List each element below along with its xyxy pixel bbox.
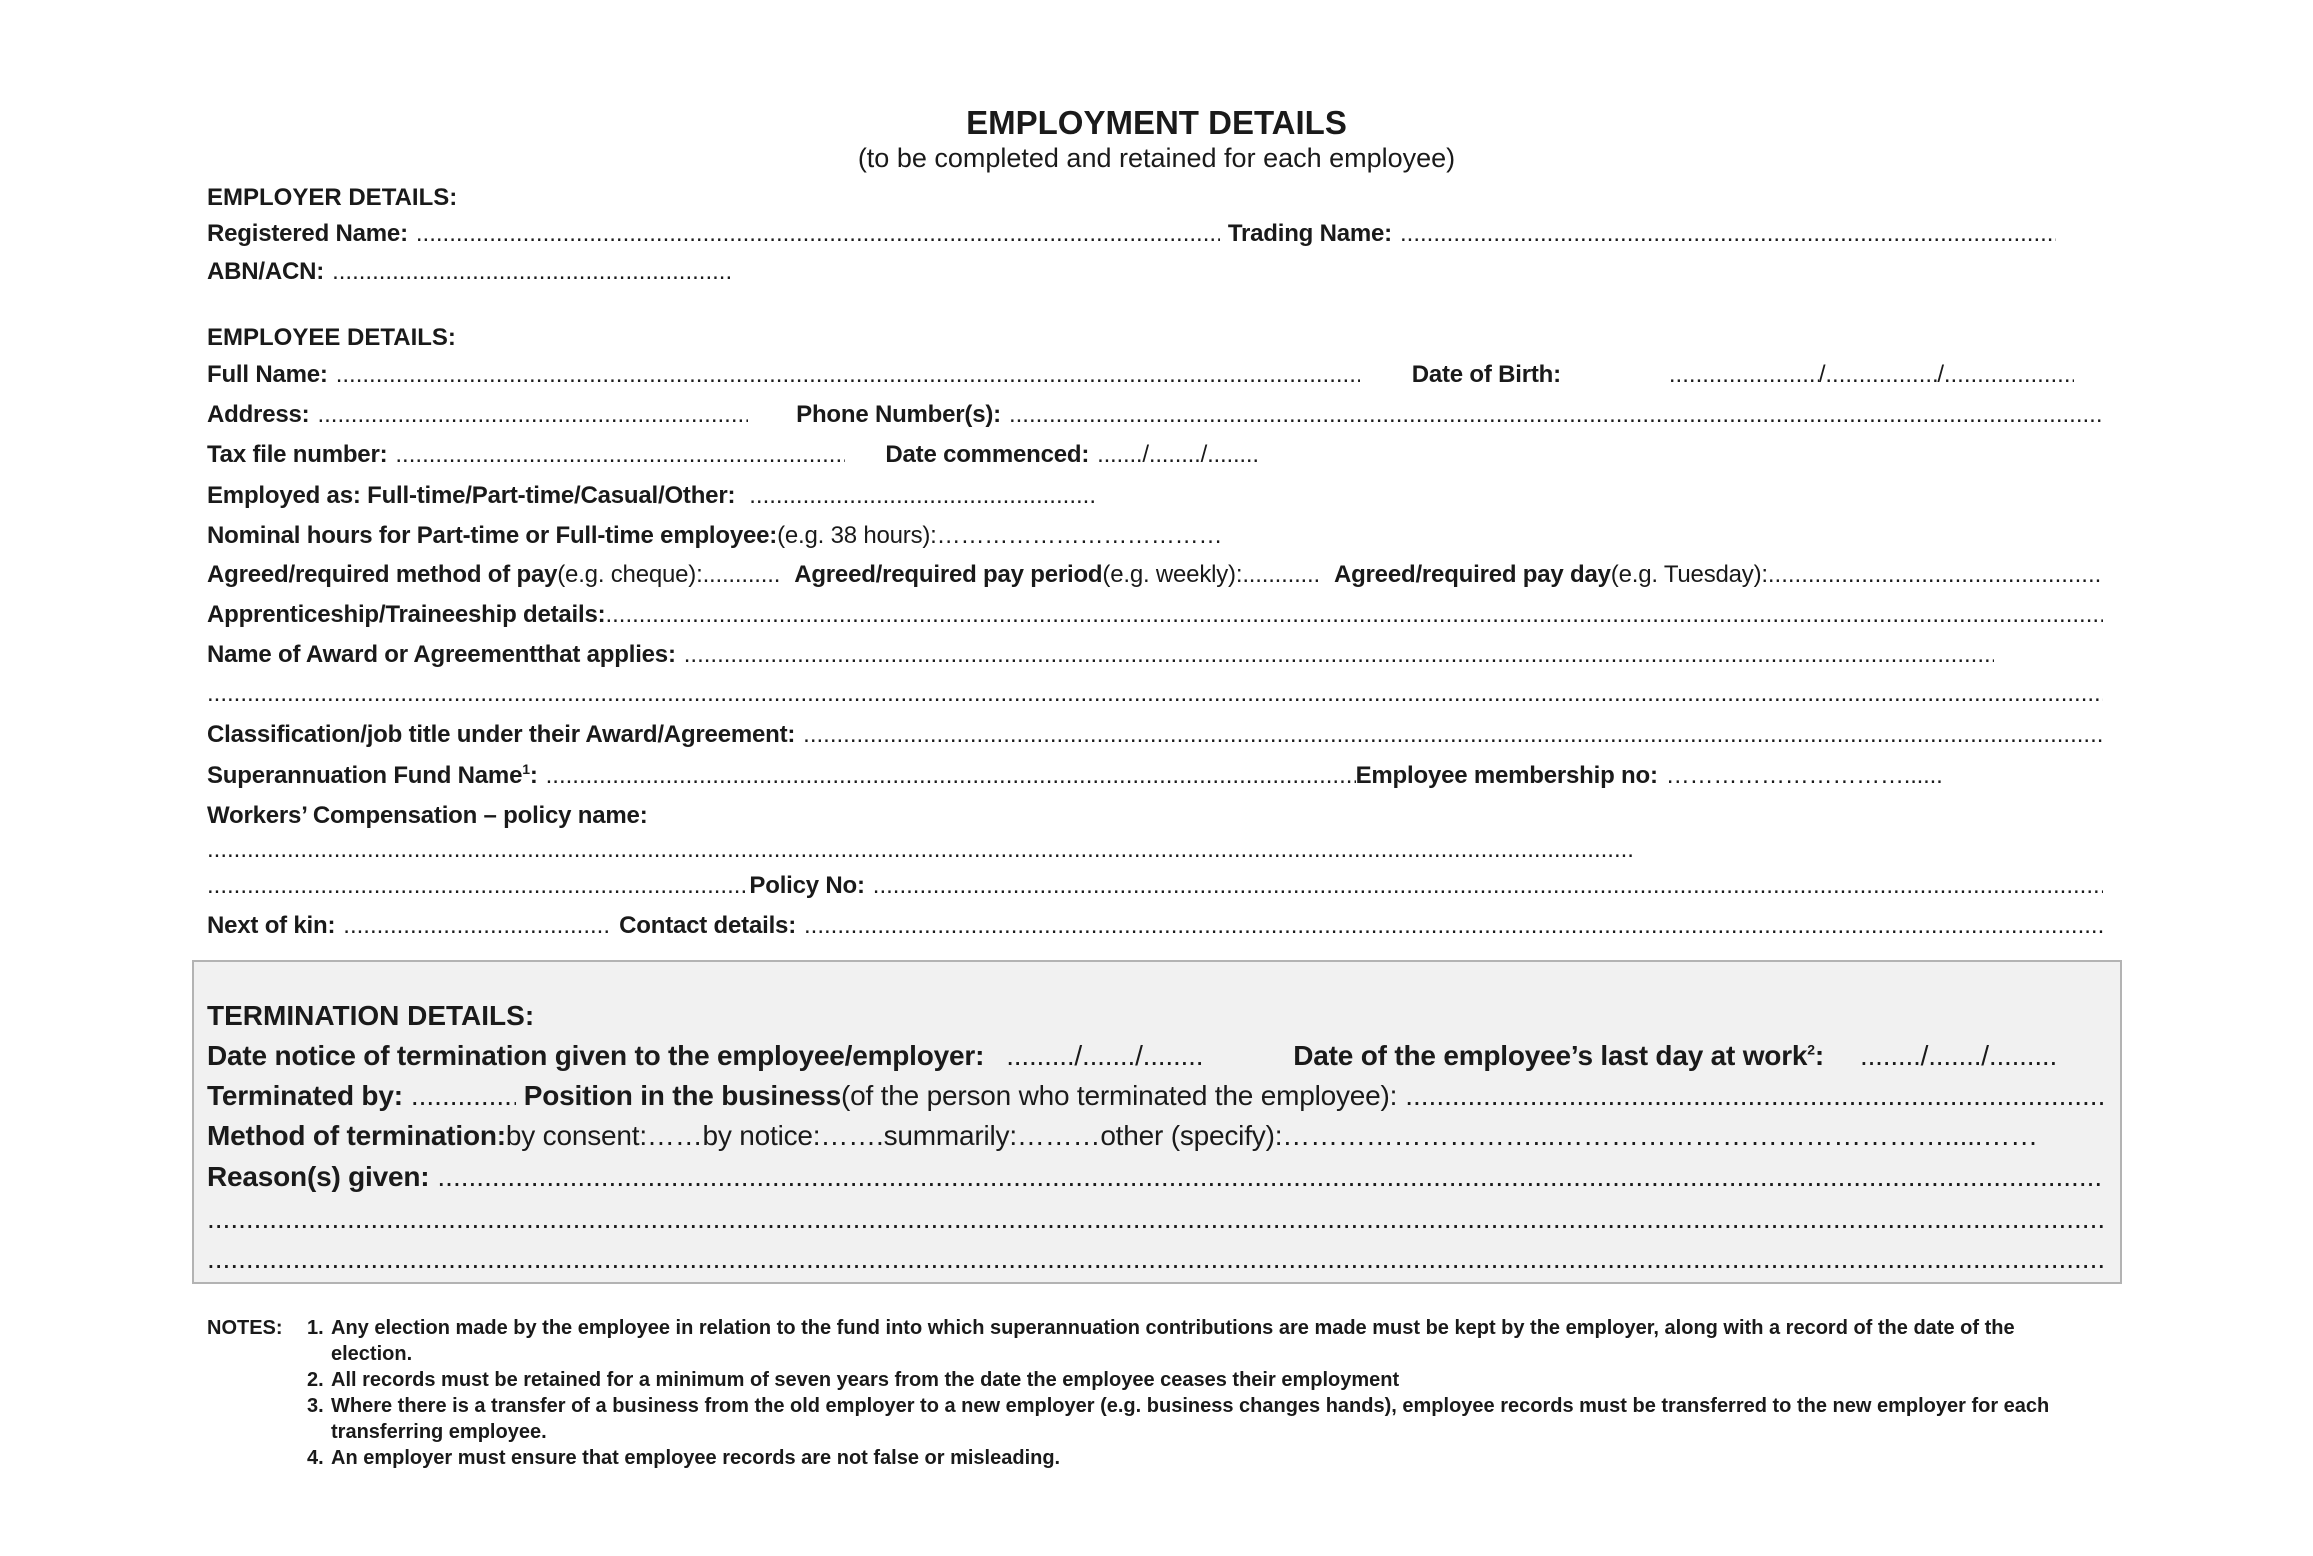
- trading-name-label: Trading Name:: [1227, 220, 1392, 247]
- pay-period-field[interactable]: ............: [1242, 561, 1320, 588]
- dob-month-field[interactable]: [1825, 361, 1937, 389]
- note-item: 1. Any election made by the employee in relation to the fund into which superannuation contributions are made must be kept by the employer, along with a record of the date of the election.: [307, 1317, 2015, 1365]
- reasons-continuation-row: [207, 1243, 2103, 1277]
- termination-method-row: [207, 1120, 2103, 1154]
- tfn-row: [207, 441, 2103, 475]
- tfn-field[interactable]: [395, 441, 845, 469]
- apprenticeship-row: [207, 601, 2103, 635]
- dob-year-field[interactable]: [1944, 361, 2074, 389]
- next-of-kin-row: [207, 912, 2103, 946]
- terminated-by-row: [207, 1080, 2103, 1114]
- dob-day-field[interactable]: [1669, 361, 1819, 389]
- pay-method-label: Agreed/required method of pay: [207, 561, 558, 588]
- address-field[interactable]: [317, 401, 748, 429]
- classification-row: [207, 721, 2103, 755]
- notes-label: NOTES:: [207, 1317, 283, 1339]
- employed-as-label: Employed as: Full-time/Part-time/Casual/Other:: [207, 482, 736, 509]
- registered-name-field[interactable]: [416, 220, 1220, 248]
- termination-dates-row: [207, 1040, 2103, 1074]
- pay-day-example: (e.g. Tuesday):: [1610, 561, 1768, 588]
- method-label: Method of termination:: [207, 1120, 506, 1151]
- dob-separator: /: [1818, 361, 1826, 388]
- pay-method-example: (e.g. cheque):: [557, 561, 703, 588]
- pay-period-label: Agreed/required pay period: [794, 561, 1103, 588]
- note-item: 4. An employer must ensure that employee records are not false or misleading.: [307, 1447, 1061, 1469]
- position-note: (of the person who terminated the employee):: [841, 1080, 1398, 1111]
- super-fund-field[interactable]: [546, 762, 1356, 790]
- contact-details-label: Contact details:: [619, 912, 796, 939]
- trading-name-field[interactable]: [1400, 220, 2056, 248]
- abn-label: ABN/ACN:: [207, 258, 325, 285]
- apprenticeship-label: Apprenticeship/Traineeship details:: [207, 601, 606, 628]
- reasons-field-continued[interactable]: [207, 1243, 2103, 1275]
- nominal-hours-field[interactable]: ………………………………: [936, 522, 1223, 549]
- employer-details-heading: EMPLOYER DETAILS:: [207, 184, 458, 211]
- dob-separator: /: [1937, 361, 1944, 388]
- apprenticeship-field[interactable]: [605, 601, 2103, 629]
- summarily-field[interactable]: ………: [1016, 1120, 1101, 1151]
- page-subtitle: (to be completed and retained for each employee): [857, 143, 1456, 173]
- policy-no-row: [207, 872, 2103, 906]
- last-day-field[interactable]: ......../......./.........: [1860, 1040, 2058, 1071]
- dob-label: Date of Birth:: [1411, 361, 1561, 388]
- note-item: 3. Where there is a transfer of a business from the old employer to a new employer (e.g. business changes hands), employee records must be transferred to the new employer for each transferring employee.: [307, 1395, 2050, 1443]
- employed-as-row: [207, 482, 2103, 516]
- super-fund-row: [207, 762, 2103, 796]
- registered-name-label: Registered Name:: [207, 220, 408, 247]
- page-title: EMPLOYMENT DETAILS: [966, 104, 1347, 141]
- note-item: 2. All records must be retained for a minimum of seven years from the date the employee ceases their employment: [307, 1369, 1400, 1391]
- super-fund-label: Superannuation Fund Name$^1$:: [207, 761, 538, 789]
- award-label: Name of Award or Agreementthat applies:: [207, 641, 676, 668]
- next-of-kin-label: Next of kin:: [207, 912, 336, 939]
- reasons-field-continued[interactable]: [207, 1203, 2103, 1235]
- membership-no-field[interactable]: …………………………......: [1665, 762, 1943, 789]
- classification-field[interactable]: [803, 721, 2103, 749]
- date-commenced-field[interactable]: ......./......../........: [1097, 441, 1259, 468]
- pay-period-example: (e.g. weekly):: [1102, 561, 1243, 588]
- consent-label: by consent:: [505, 1120, 647, 1151]
- nominal-hours-example: (e.g. 38 hours):: [777, 522, 937, 549]
- reasons-row: [207, 1161, 2103, 1195]
- abn-field[interactable]: [332, 258, 732, 286]
- notice-date-label: Date notice of termination given to the employee/employer:: [207, 1040, 985, 1071]
- abn-row: [207, 258, 2103, 292]
- workers-comp-row: [207, 802, 2103, 836]
- workers-comp-label: Workers’ Compensation – policy name:: [207, 802, 648, 829]
- employee-details-heading: EMPLOYEE DETAILS:: [207, 324, 456, 351]
- workers-comp-policy-row: [207, 836, 2103, 870]
- next-of-kin-field[interactable]: [343, 912, 611, 940]
- phone-field[interactable]: [1009, 401, 2103, 429]
- pay-day-label: Agreed/required pay day: [1333, 561, 1611, 588]
- award-continuation-row: [207, 680, 2103, 714]
- policy-no-label: Policy No:: [749, 872, 865, 899]
- contact-details-field[interactable]: [804, 912, 2103, 940]
- classification-label: Classification/job title under their Award/Agreement:: [207, 721, 796, 748]
- registered-name-row: [207, 220, 2103, 254]
- date-commenced-label: Date commenced:: [885, 441, 1090, 468]
- other-field[interactable]: ………………………...…………………………………….....……: [1282, 1120, 2038, 1151]
- phone-label: Phone Number(s):: [796, 401, 1001, 428]
- address-row: [207, 401, 2103, 435]
- position-field[interactable]: [1405, 1080, 2103, 1112]
- full-name-label: Full Name:: [207, 361, 328, 388]
- workers-comp-policy-field[interactable]: [207, 836, 1633, 864]
- reasons-label: Reason(s) given:: [207, 1161, 430, 1192]
- employed-as-field[interactable]: [749, 482, 1095, 510]
- nominal-hours-label: Nominal hours for Part-time or Full-time employee:: [207, 522, 778, 549]
- award-field-continued[interactable]: [207, 680, 2103, 708]
- workers-comp-policy-field-continued[interactable]: [207, 872, 749, 900]
- pay-method-field[interactable]: ............: [702, 561, 781, 588]
- notice-field[interactable]: …….: [820, 1120, 884, 1151]
- terminated-by-field[interactable]: [411, 1080, 516, 1112]
- terminated-by-label: Terminated by:: [207, 1080, 403, 1111]
- award-field[interactable]: [684, 641, 1994, 669]
- notice-date-field[interactable]: ........./......./........: [1006, 1040, 1204, 1071]
- award-row: [207, 641, 2103, 675]
- reasons-continuation-row: [207, 1203, 2103, 1237]
- address-label: Address:: [207, 401, 310, 428]
- reasons-field[interactable]: [437, 1161, 2103, 1193]
- termination-details-heading: TERMINATION DETAILS:: [207, 1000, 535, 1031]
- full-name-row: [207, 361, 2103, 395]
- nominal-hours-row: [207, 522, 2103, 556]
- position-label: Position in the business: [523, 1080, 842, 1111]
- pay-row: [207, 561, 2103, 595]
- membership-no-label: Employee membership no:: [1355, 762, 1658, 789]
- policy-no-field[interactable]: [873, 872, 2103, 900]
- consent-field[interactable]: ……: [646, 1120, 703, 1151]
- summarily-label: summarily:: [883, 1120, 1017, 1151]
- last-day-label: Date of the employee’s last day at work$^2$:: [1293, 1040, 1825, 1071]
- pay-day-field[interactable]: [1768, 561, 2103, 589]
- notice-label: by notice:: [702, 1120, 821, 1151]
- full-name-field[interactable]: [336, 361, 1360, 389]
- other-label: other (specify):: [1100, 1120, 1283, 1151]
- tfn-label: Tax file number:: [207, 441, 388, 468]
